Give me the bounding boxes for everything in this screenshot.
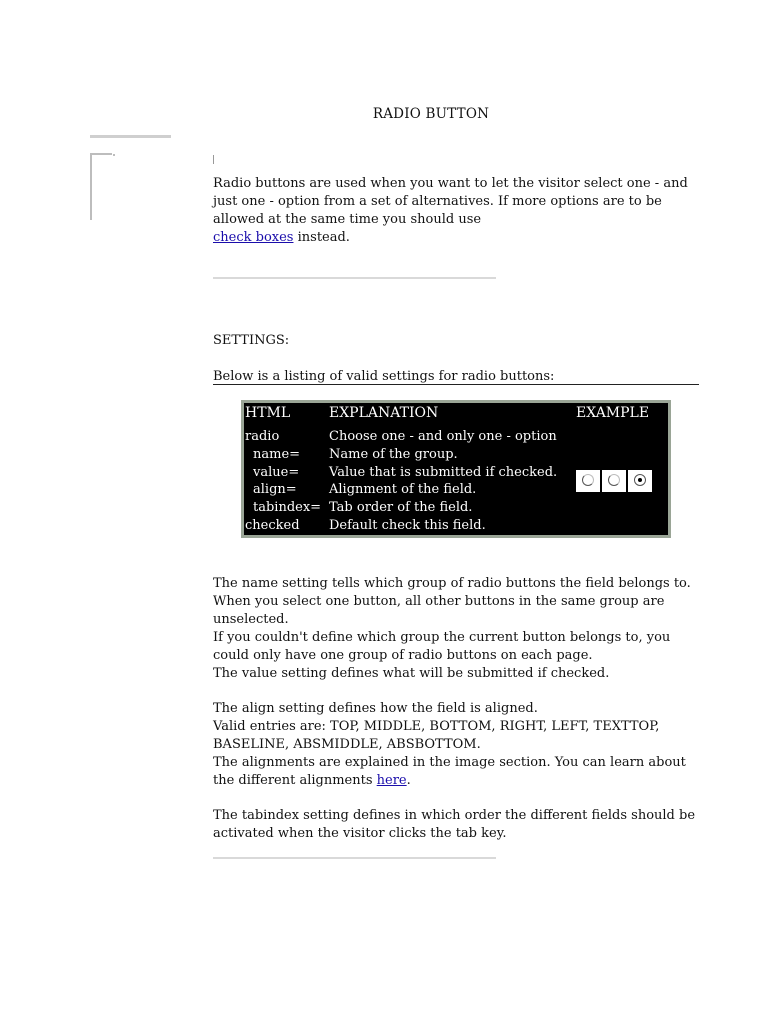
divider: [213, 857, 496, 859]
table-cell-explanation: Tab order of the field.: [329, 500, 473, 516]
text-cursor-mark: [213, 155, 214, 164]
settings-intro: Below is a listing of valid settings for radio buttons:: [213, 369, 555, 384]
table-cell-html: radio: [245, 429, 280, 444]
table-header-example: EXAMPLE: [576, 405, 650, 421]
value-setting-paragraph: The value setting defines what will be submitted if checked.: [213, 666, 610, 681]
divider: [213, 277, 496, 279]
table-row: [245, 428, 321, 535]
table-cell-explanation: Choose one - and only one - option: [329, 429, 557, 444]
page-title: RADIO BUTTON: [372, 106, 490, 122]
intro-after-link: instead.: [293, 230, 350, 245]
radio-example-group: [576, 470, 652, 492]
radio-checked-icon: [634, 474, 646, 486]
name-setting-text: The name setting tells which group of radio buttons the field belongs to. When you select one button, all other buttons in the same group are unselected.: [213, 576, 691, 627]
table-cell-explanation: Value that is submitted if checked.: [329, 464, 558, 480]
decorative-bar: [90, 135, 171, 138]
decorative-corner: [90, 153, 112, 220]
align-valid-entries: Valid entries are: TOP, MIDDLE, BOTTOM, RIGHT, LEFT, TEXTTOP, BASELINE, ABSMIDDLE, ABSBOTTOM.: [213, 719, 660, 752]
table-cell-html: name=: [253, 446, 301, 462]
table-cell-explanation: Alignment of the field.: [329, 482, 477, 498]
check-boxes-link[interactable]: check boxes: [213, 230, 294, 245]
table-cell-explanation: Default check this field.: [329, 517, 486, 533]
radio-example-3[interactable]: [628, 470, 652, 492]
align-after-link: .: [406, 773, 411, 788]
table-cell-html: checked: [245, 517, 300, 533]
table-cell-html: tabindex=: [253, 500, 322, 516]
settings-heading: SETTINGS:: [213, 333, 290, 348]
align-setting-paragraph: [213, 700, 703, 790]
align-setting-text: The align setting defines how the field is aligned.: [213, 701, 538, 716]
radio-unchecked-icon: [582, 474, 594, 486]
table-explanations: [329, 428, 557, 535]
radio-unchecked-icon: [608, 474, 620, 486]
intro-paragraph: [213, 175, 703, 247]
decorative-dot: [113, 154, 115, 156]
here-link[interactable]: here: [376, 773, 407, 788]
name-setting-text-2: If you couldn't define which group the current button belongs to, you could only have one group of radio buttons on each page.: [213, 630, 671, 663]
table-cell-html: align=: [253, 482, 297, 498]
align-explained-text: The alignments are explained in the image section. You can learn about the different alignments: [213, 755, 686, 788]
intro-text: Radio buttons are used when you want to let the visitor select one - and just one - option from a set of alternatives. If more options are to be allowed at the same time you should use: [213, 176, 688, 227]
table-header-explanation: EXPLANATION: [329, 405, 439, 421]
table-cell-explanation: Name of the group.: [329, 446, 458, 462]
settings-intro-underline: [213, 384, 699, 385]
radio-example-2[interactable]: [602, 470, 626, 492]
name-setting-paragraph: [213, 575, 703, 665]
table-cell-html: value=: [253, 464, 300, 480]
table-header-html: HTML: [245, 405, 291, 421]
radio-example-1[interactable]: [576, 470, 600, 492]
tabindex-setting-paragraph: The tabindex setting defines in which order the different fields should be activated when the visitor clicks the tab key.: [213, 808, 696, 841]
